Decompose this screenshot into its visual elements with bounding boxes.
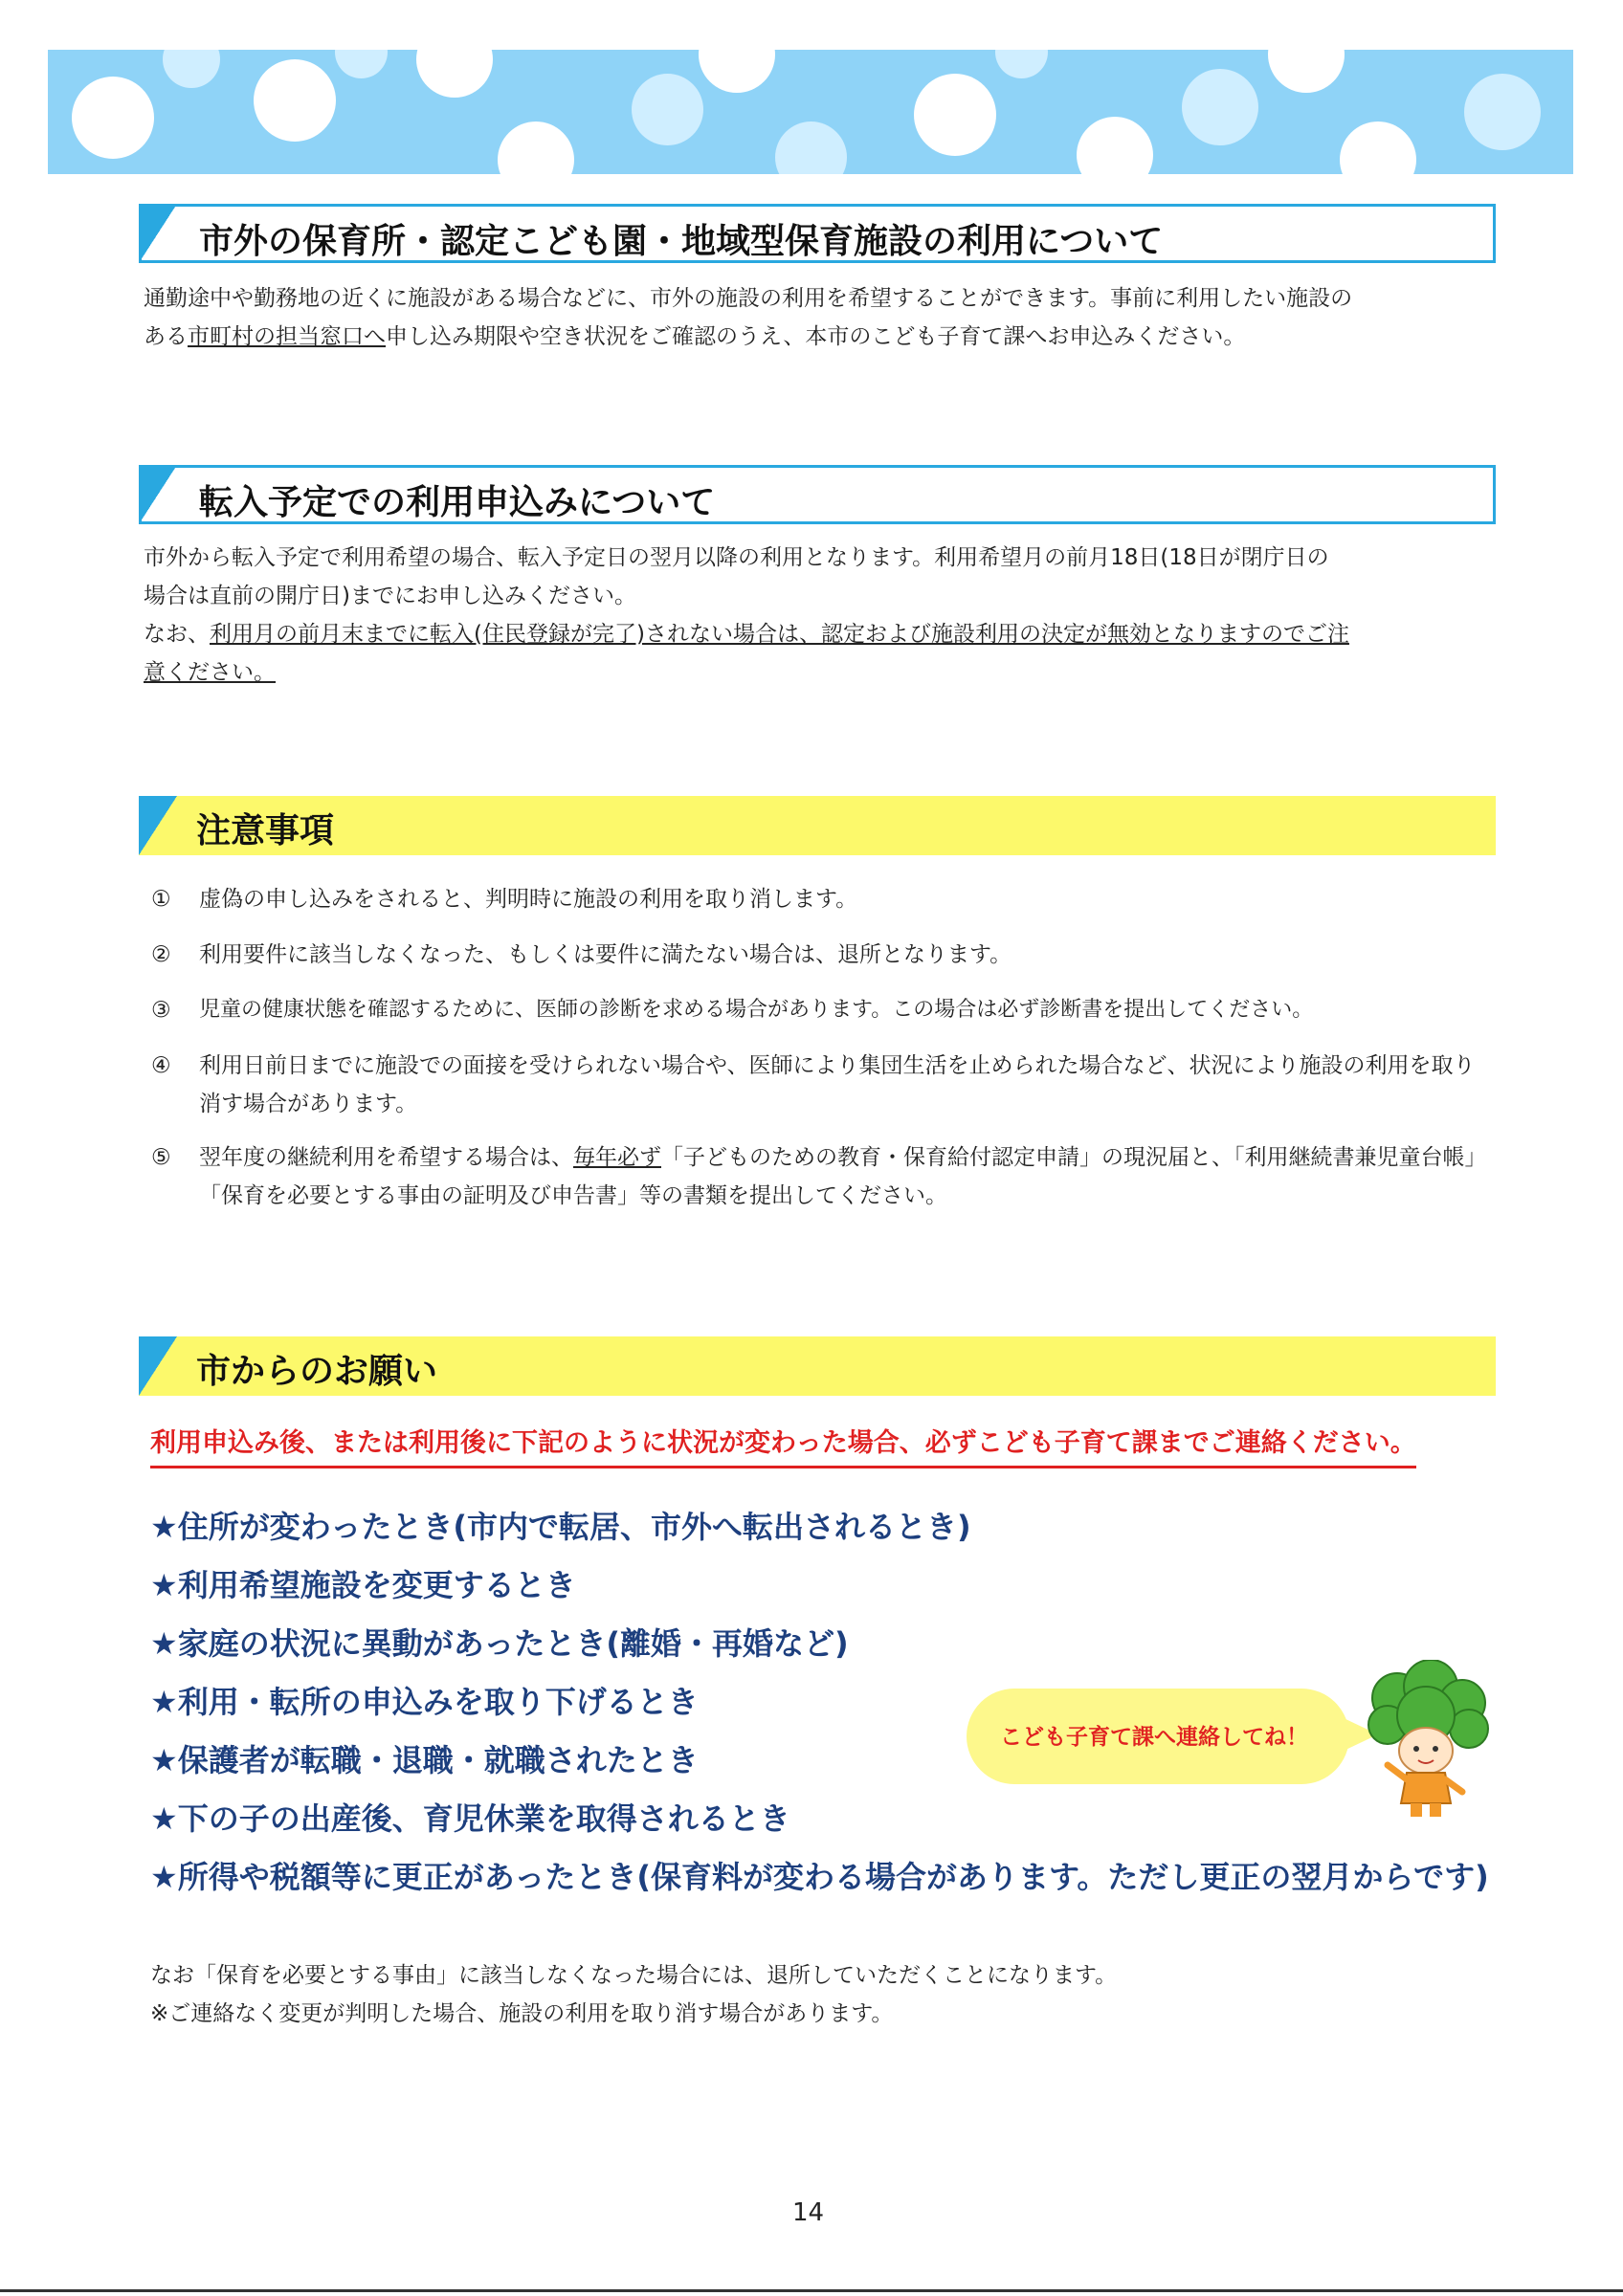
banner-dot [699, 50, 775, 93]
bottom-divider [0, 2289, 1623, 2292]
banner-dot [1268, 50, 1345, 93]
banner-dot [498, 121, 574, 174]
item-text: 利用日前日までに施設での面接を受けられない場合や、医師により集団生活を止められた場合など、状況により施設の利用を取り消す場合があります。 [199, 1053, 1476, 1116]
header-corner-accent [139, 796, 177, 855]
banner-dot [632, 74, 703, 145]
section-header-outside-city [139, 204, 1496, 263]
banner-dot [254, 59, 336, 142]
change-item: ★家庭の状況に異動があったとき(離婚・再婚など) [150, 1625, 849, 1662]
underlined-text: 利用月の前月末までに転入(住民登録が完了)されない場合は、認定および施設利用の決定が無効となりますのでご注 [210, 622, 1349, 647]
mascot-icon [1359, 1660, 1493, 1822]
bubble-text: こども子育て課へ連絡してね！ [1000, 1725, 1308, 1750]
section-title: 市外の保育所・認定こども園・地域型保育施設の利用について [199, 222, 1164, 261]
section-title: 注意事項 [196, 811, 335, 850]
banner-dot [416, 50, 493, 98]
item-text: 児童の健康状態を確認するために、医師の診断を求める場合があります。この場合は必ず診断書を提出してください。 [199, 998, 1314, 1022]
change-item: ★利用・転所の申込みを取り下げるとき [150, 1684, 699, 1720]
change-item: ★利用希望施設を変更するとき [150, 1567, 576, 1603]
change-item: ★所得や税額等に更正があったとき(保育料が変わる場合があります。ただし更正の翌月からです) [150, 1859, 1489, 1895]
item-number: ④ [151, 1053, 171, 1078]
banner-dot [1464, 74, 1541, 150]
underlined-text: 意ください。 [144, 660, 276, 685]
banner-dot [1340, 121, 1416, 174]
change-item: ★下の子の出産後、育児休業を取得されるとき [150, 1800, 790, 1837]
item-text [199, 1138, 1496, 1215]
item-text-part: 「子どものための教育・保育給付認定申請」の現況届と、「利用継続書兼児童台帳」「保育を必要とする事由の証明及び申告書」等の書類を提出してください。 [199, 1145, 1487, 1208]
banner-dot [775, 121, 847, 174]
section-header-moving-in [139, 465, 1496, 524]
item-number: ② [151, 942, 171, 967]
banner-dot [72, 77, 154, 159]
change-item: ★保護者が転職・退職・就職されたとき [150, 1742, 699, 1778]
change-item: ★住所が変わったとき(市内で転居、市外へ転出されるとき) [150, 1509, 971, 1545]
underlined-text: 毎年必ず [573, 1145, 661, 1170]
item-text: 虚偽の申し込みをされると、判明時に施設の利用を取り消します。 [199, 887, 858, 912]
section-title: 転入予定での利用申込みについて [199, 483, 716, 522]
item-text-part: 翌年度の継続利用を希望する場合は、 [199, 1145, 573, 1170]
banner-dot [914, 74, 996, 156]
banner-dot [163, 50, 220, 88]
section-title: 市からのお願い [196, 1352, 438, 1391]
item-text: 利用要件に該当しなくなった、もしくは要件に満たない場合は、退所となります。 [199, 942, 1012, 967]
closing-note: なお「保育を必要とする事由」に該当しなくなった場合には、退所していただくことになります。 [150, 1963, 1118, 1988]
section-header-notes [139, 796, 1496, 855]
banner-dot [1077, 117, 1153, 174]
section-body-moving-in [144, 539, 1502, 692]
item-number: ⑤ [151, 1145, 171, 1170]
body-text: ある [144, 324, 188, 349]
header-banner [48, 50, 1573, 174]
body-line: 場合は直前の開庁日)までにお申し込みください。 [144, 584, 636, 608]
body-line [144, 615, 1502, 653]
banner-dot [335, 50, 388, 78]
body-line [144, 318, 1502, 356]
header-corner-accent [139, 204, 177, 263]
header-corner-accent [139, 465, 177, 524]
header-corner-accent [139, 1336, 177, 1396]
body-line: 通勤途中や勤務地の近くに施設がある場合などに、市外の施設の利用を希望することができます。事前に利用したい施設の [144, 286, 1353, 311]
body-line: 市外から転入予定で利用希望の場合、転入予定日の翌月以降の利用となります。利用希望月の前月18日(18日が閉庁日の [144, 545, 1329, 570]
underlined-text: 市町村の担当窓口へ [188, 324, 386, 349]
body-text: 申し込み期限や空き状況をご確認のうえ、本市のこども子育て課へお申込みください。 [386, 324, 1246, 349]
banner-dot [1182, 69, 1258, 145]
banner-dot [995, 50, 1048, 78]
section-header-requests [139, 1336, 1496, 1396]
body-line [144, 653, 1502, 692]
body-text: なお、 [144, 622, 210, 647]
section-body-outside-city [144, 279, 1502, 356]
speech-bubble [967, 1689, 1349, 1784]
page-number: 14 [792, 2198, 825, 2227]
item-number: ① [151, 887, 171, 912]
closing-note: ※ご連絡なく変更が判明した場合、施設の利用を取り消す場合があります。 [150, 2001, 894, 2026]
alert-notice: 利用申込み後、または利用後に下記のように状況が変わった場合、必ずこども子育て課までご連絡ください。 [150, 1424, 1416, 1468]
item-number: ③ [151, 998, 171, 1023]
